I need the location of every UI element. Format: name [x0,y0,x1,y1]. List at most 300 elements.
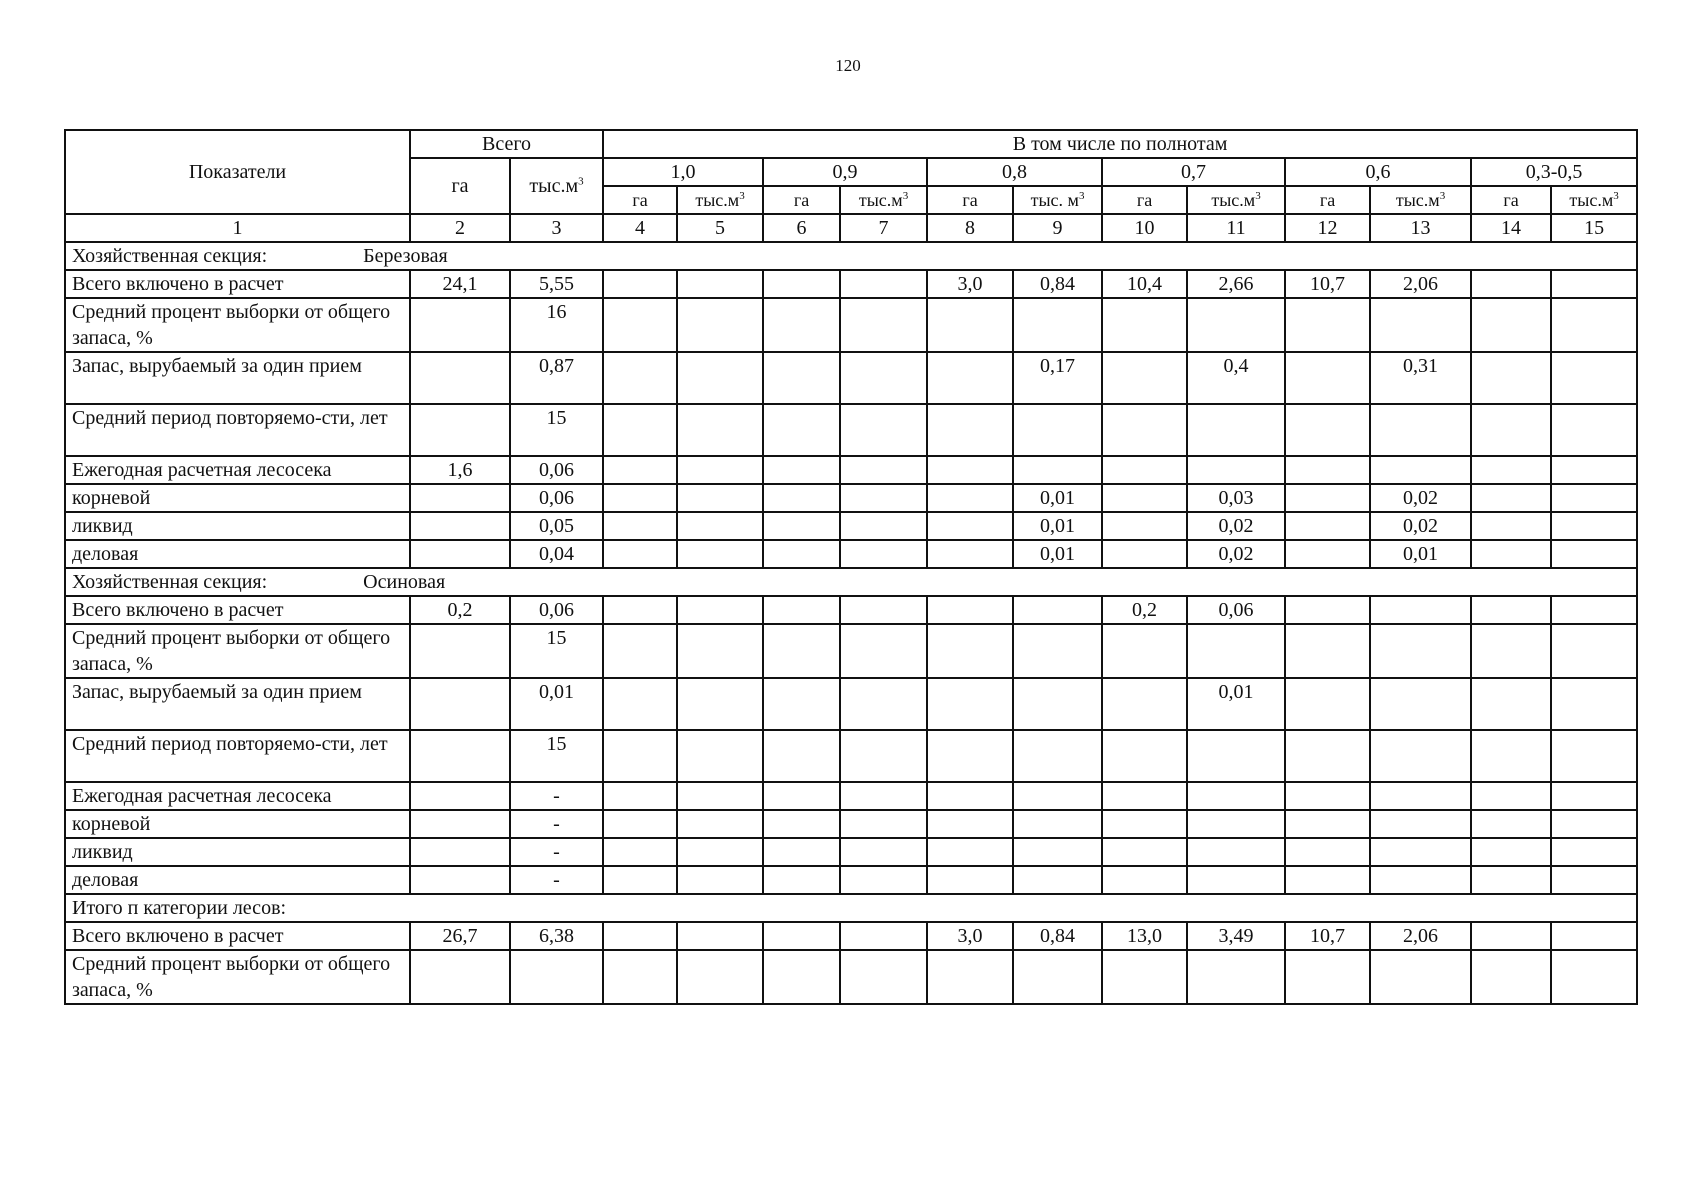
table-cell [1013,404,1102,456]
allowable-cut-table [64,129,1638,1005]
table-cell [1187,404,1285,456]
section-row [65,568,1637,596]
table-cell [1471,270,1551,298]
table-cell [603,810,677,838]
table-cell [1471,730,1551,782]
header-unit-ha: га [603,186,677,214]
header-total-ha: га [410,158,510,214]
table-cell [603,922,677,950]
table-cell: 2,06 [1370,922,1471,950]
header-total-vol: $тыс.м^3$ [510,158,603,214]
table-cell [763,484,840,512]
table-cell: 0,01 [1013,512,1102,540]
table-cell [1551,596,1637,624]
table-cell: 10,4 [1102,270,1187,298]
table-cell [763,298,840,352]
table-cell [410,730,510,782]
table-cell [1471,512,1551,540]
table-cell [1471,352,1551,404]
table-cell [1471,624,1551,678]
table-cell [1102,866,1187,894]
table-cell [1471,782,1551,810]
section-label: Хозяйственная секция: [72,571,268,593]
table-cell: 0,02 [1370,512,1471,540]
table-cell: 6,38 [510,922,603,950]
table-cell [1370,624,1471,678]
table-cell [927,730,1013,782]
column-number: 3 [510,214,603,242]
table-row [65,922,1637,950]
table-cell: - [510,866,603,894]
table-cell [603,782,677,810]
table-cell [1370,456,1471,484]
table-cell [677,298,763,352]
table-cell [927,596,1013,624]
table-cell [840,866,927,894]
table-cell [1370,866,1471,894]
table-cell [1551,922,1637,950]
table-row [65,456,1637,484]
table-row [65,484,1637,512]
table-cell [1285,624,1370,678]
row-label: Средний период повторяемо-сти, лет [65,404,410,456]
table-cell [1013,810,1102,838]
header-unit-vol: $тыс.м^3$ [677,186,763,214]
table-cell [1285,404,1370,456]
table-cell [927,838,1013,866]
table-cell: 0,02 [1187,512,1285,540]
header-density: 0,8 [927,158,1102,186]
table-cell [1187,624,1285,678]
table-cell [840,596,927,624]
table-cell: 16 [510,298,603,352]
table-row [65,950,1637,1004]
table-cell [1285,950,1370,1004]
table-cell [1370,298,1471,352]
table-cell: 0,17 [1013,352,1102,404]
section-heading [65,894,1637,922]
table-cell [1102,624,1187,678]
table-cell: 1,6 [410,456,510,484]
table-cell [1370,678,1471,730]
table-cell [677,838,763,866]
row-label: Ежегодная расчетная лесосека [65,782,410,810]
table-cell: 10,7 [1285,922,1370,950]
table-cell [1102,782,1187,810]
table-cell [1102,540,1187,568]
header-density: 0,3-0,5 [1471,158,1637,186]
table-cell [1187,730,1285,782]
table-cell [927,484,1013,512]
table-cell [1471,866,1551,894]
table-cell: 24,1 [410,270,510,298]
table-cell [1471,678,1551,730]
table-cell [1285,596,1370,624]
table-row [65,810,1637,838]
table-cell [603,352,677,404]
table-cell [1187,838,1285,866]
table-cell [603,950,677,1004]
table-cell [1187,782,1285,810]
table-cell [763,922,840,950]
table-cell [840,352,927,404]
table-cell: 3,49 [1187,922,1285,950]
header-unit-ha: га [763,186,840,214]
table-cell [763,596,840,624]
table-cell [1102,512,1187,540]
table-cell: 0,01 [1013,540,1102,568]
row-label: ликвид [65,512,410,540]
column-number: 10 [1102,214,1187,242]
table-cell: 0,84 [1013,922,1102,950]
table-cell [763,540,840,568]
column-number: 4 [603,214,677,242]
table-cell [677,540,763,568]
header-by-density: В том числе по полнотам [603,130,1637,158]
column-number: 7 [840,214,927,242]
table-row [65,270,1637,298]
table-cell [410,782,510,810]
header-unit-vol: $тыс.м^3$ [1370,186,1471,214]
header-density: 0,6 [1285,158,1471,186]
header-unit-vol: $тыс.м^3$ [1187,186,1285,214]
table-cell [1370,950,1471,1004]
table-cell [603,540,677,568]
table-header [65,130,1637,242]
table-cell [410,950,510,1004]
table-cell [840,782,927,810]
table-cell [410,484,510,512]
table-cell [677,678,763,730]
table-cell [840,624,927,678]
table-cell [1013,624,1102,678]
table-cell [927,866,1013,894]
table-cell [1102,456,1187,484]
table-cell [1285,838,1370,866]
table-cell [603,838,677,866]
table-cell: 0,05 [510,512,603,540]
table-cell [1551,270,1637,298]
table-cell: 0,4 [1187,352,1285,404]
table-cell [1551,484,1637,512]
table-cell [1285,866,1370,894]
table-cell [840,298,927,352]
table-row [65,352,1637,404]
table-cell: 0,06 [510,596,603,624]
table-cell [1551,456,1637,484]
row-label: деловая [65,540,410,568]
section-row [65,242,1637,270]
table-cell [1551,540,1637,568]
table-cell [763,678,840,730]
table-cell [927,950,1013,1004]
table-cell [840,678,927,730]
table-row [65,540,1637,568]
table-cell [763,782,840,810]
table-cell [927,404,1013,456]
column-number: 13 [1370,214,1471,242]
table-cell [1102,298,1187,352]
table-cell [603,404,677,456]
column-number: 1 [65,214,410,242]
row-label: корневой [65,484,410,512]
header-unit-ha: га [927,186,1013,214]
header-unit-vol: тыс. $м^3$ [1013,186,1102,214]
table-cell [1102,730,1187,782]
table-cell [1551,678,1637,730]
table-cell: 0,01 [510,678,603,730]
column-number: 5 [677,214,763,242]
table-cell: 2,06 [1370,270,1471,298]
table-cell [677,512,763,540]
table-cell [677,922,763,950]
table-cell: 0,02 [1187,540,1285,568]
table-cell [1370,596,1471,624]
table-cell [603,678,677,730]
table-cell [1013,678,1102,730]
table-cell [1471,922,1551,950]
table-cell: 2,66 [1187,270,1285,298]
section-heading [65,568,1637,596]
table-row [65,596,1637,624]
table-cell [840,512,927,540]
table-cell: 15 [510,404,603,456]
table-cell [1285,678,1370,730]
table-cell: 0,2 [410,596,510,624]
table-cell [410,404,510,456]
table-cell [1471,484,1551,512]
row-label: Всего включено в расчет [65,922,410,950]
header-unit-ha: га [1471,186,1551,214]
table-cell: 0,02 [1370,484,1471,512]
column-number: 15 [1551,214,1637,242]
table-cell [763,270,840,298]
table-cell [1471,404,1551,456]
table-cell [677,456,763,484]
table-cell: 13,0 [1102,922,1187,950]
table-cell [763,624,840,678]
table-cell [763,456,840,484]
row-label: Всего включено в расчет [65,596,410,624]
table-cell [840,730,927,782]
table-cell [1102,352,1187,404]
table-cell [1551,782,1637,810]
header-indicators: Показатели [65,130,410,214]
table-cell [1187,866,1285,894]
table-cell [1551,404,1637,456]
table-cell [1187,950,1285,1004]
table-cell [763,404,840,456]
table-cell [840,950,927,1004]
table-cell [840,838,927,866]
table-cell [763,512,840,540]
table-cell: 15 [510,624,603,678]
table-cell [1551,730,1637,782]
table-cell [1013,298,1102,352]
table-cell [840,540,927,568]
table-cell [677,782,763,810]
row-label: Средний процент выборки от общего запаса, % [65,950,410,1004]
column-number: 9 [1013,214,1102,242]
table-cell [1551,352,1637,404]
table-cell [677,624,763,678]
table-cell [1471,838,1551,866]
table-cell [1013,456,1102,484]
table-cell [603,596,677,624]
table-cell [927,624,1013,678]
table-cell: 0,03 [1187,484,1285,512]
table-row [65,512,1637,540]
table-row [65,782,1637,810]
table-cell: 0,06 [1187,596,1285,624]
row-label: Ежегодная расчетная лесосека [65,456,410,484]
table-cell: 0,84 [1013,270,1102,298]
table-cell [1102,810,1187,838]
table-cell [1102,678,1187,730]
header-unit-ha: га [1285,186,1370,214]
section-label: Итого п категории лесов: [72,897,287,919]
table-cell [1370,782,1471,810]
table-cell [1013,866,1102,894]
table-cell: 10,7 [1285,270,1370,298]
table-cell [763,838,840,866]
table-cell [927,540,1013,568]
table-cell: 5,55 [510,270,603,298]
table-cell [840,484,927,512]
table-row [65,678,1637,730]
table-cell [1551,810,1637,838]
table-cell [677,950,763,1004]
table-cell [1102,950,1187,1004]
table-cell [1285,352,1370,404]
row-label: Запас, вырубаемый за один прием [65,678,410,730]
table-row [65,624,1637,678]
table-cell [1471,298,1551,352]
table-cell [677,730,763,782]
table-cell [1013,782,1102,810]
header-unit-ha: га [1102,186,1187,214]
header-density: 0,9 [763,158,927,186]
table-cell [1285,810,1370,838]
table-cell: 3,0 [927,270,1013,298]
table-cell [1013,596,1102,624]
table-cell [1102,838,1187,866]
table-cell [410,838,510,866]
column-number: 12 [1285,214,1370,242]
table-cell [1285,512,1370,540]
table-cell [1187,456,1285,484]
table-cell [1370,838,1471,866]
table-cell [1285,730,1370,782]
column-number: 14 [1471,214,1551,242]
table-cell [1551,298,1637,352]
table-cell [410,298,510,352]
table-cell [677,352,763,404]
table-cell [1102,484,1187,512]
table-cell [1187,298,1285,352]
table-cell [1471,810,1551,838]
header-total: Всего [410,130,603,158]
table-cell [1471,596,1551,624]
table-cell [1551,512,1637,540]
table-cell: - [510,782,603,810]
table-cell [1370,404,1471,456]
table-cell [1551,624,1637,678]
table-row [65,838,1637,866]
column-number: 2 [410,214,510,242]
table-cell [1551,866,1637,894]
table-cell [927,298,1013,352]
table-row [65,404,1637,456]
table-cell [1370,730,1471,782]
table-cell: 0,31 [1370,352,1471,404]
table-cell: 26,7 [410,922,510,950]
table-cell [840,456,927,484]
table-cell [603,484,677,512]
table-cell: 0,2 [1102,596,1187,624]
table-cell [410,678,510,730]
header-unit-vol: $тыс.м^3$ [840,186,927,214]
table-cell [927,678,1013,730]
row-label: Средний процент выборки от общего запаса, % [65,298,410,352]
table-body [65,242,1637,1004]
table-cell [927,456,1013,484]
table-cell [927,352,1013,404]
table-cell [410,352,510,404]
table-cell: 3,0 [927,922,1013,950]
table-cell [603,270,677,298]
section-row [65,894,1637,922]
table-cell: 0,06 [510,456,603,484]
table-cell [1013,838,1102,866]
section-name: Березовая [363,245,448,267]
table-cell [1551,950,1637,1004]
table-cell [840,810,927,838]
table-cell [677,810,763,838]
table-cell [603,624,677,678]
header-unit-vol: $тыс.м^3$ [1551,186,1637,214]
table-cell [603,730,677,782]
table-cell [410,624,510,678]
table-cell [763,866,840,894]
table-cell [677,866,763,894]
table-cell: 0,01 [1013,484,1102,512]
header-density: 0,7 [1102,158,1285,186]
table-cell [603,456,677,484]
table-cell [1551,838,1637,866]
table-cell: - [510,810,603,838]
table-cell [510,950,603,1004]
table-cell [927,810,1013,838]
section-label: Хозяйственная секция: [72,245,268,267]
table-cell [410,810,510,838]
column-number-row [65,214,1637,242]
table-cell [840,404,927,456]
table-cell: - [510,838,603,866]
table-cell [677,404,763,456]
table-cell [1013,950,1102,1004]
section-name: Осиновая [363,571,446,593]
table-cell [927,512,1013,540]
table-cell [603,512,677,540]
row-label: Всего включено в расчет [65,270,410,298]
table-row [65,730,1637,782]
table-row [65,866,1637,894]
column-number: 8 [927,214,1013,242]
table-cell [763,730,840,782]
table-cell [1471,950,1551,1004]
table-cell [1471,540,1551,568]
